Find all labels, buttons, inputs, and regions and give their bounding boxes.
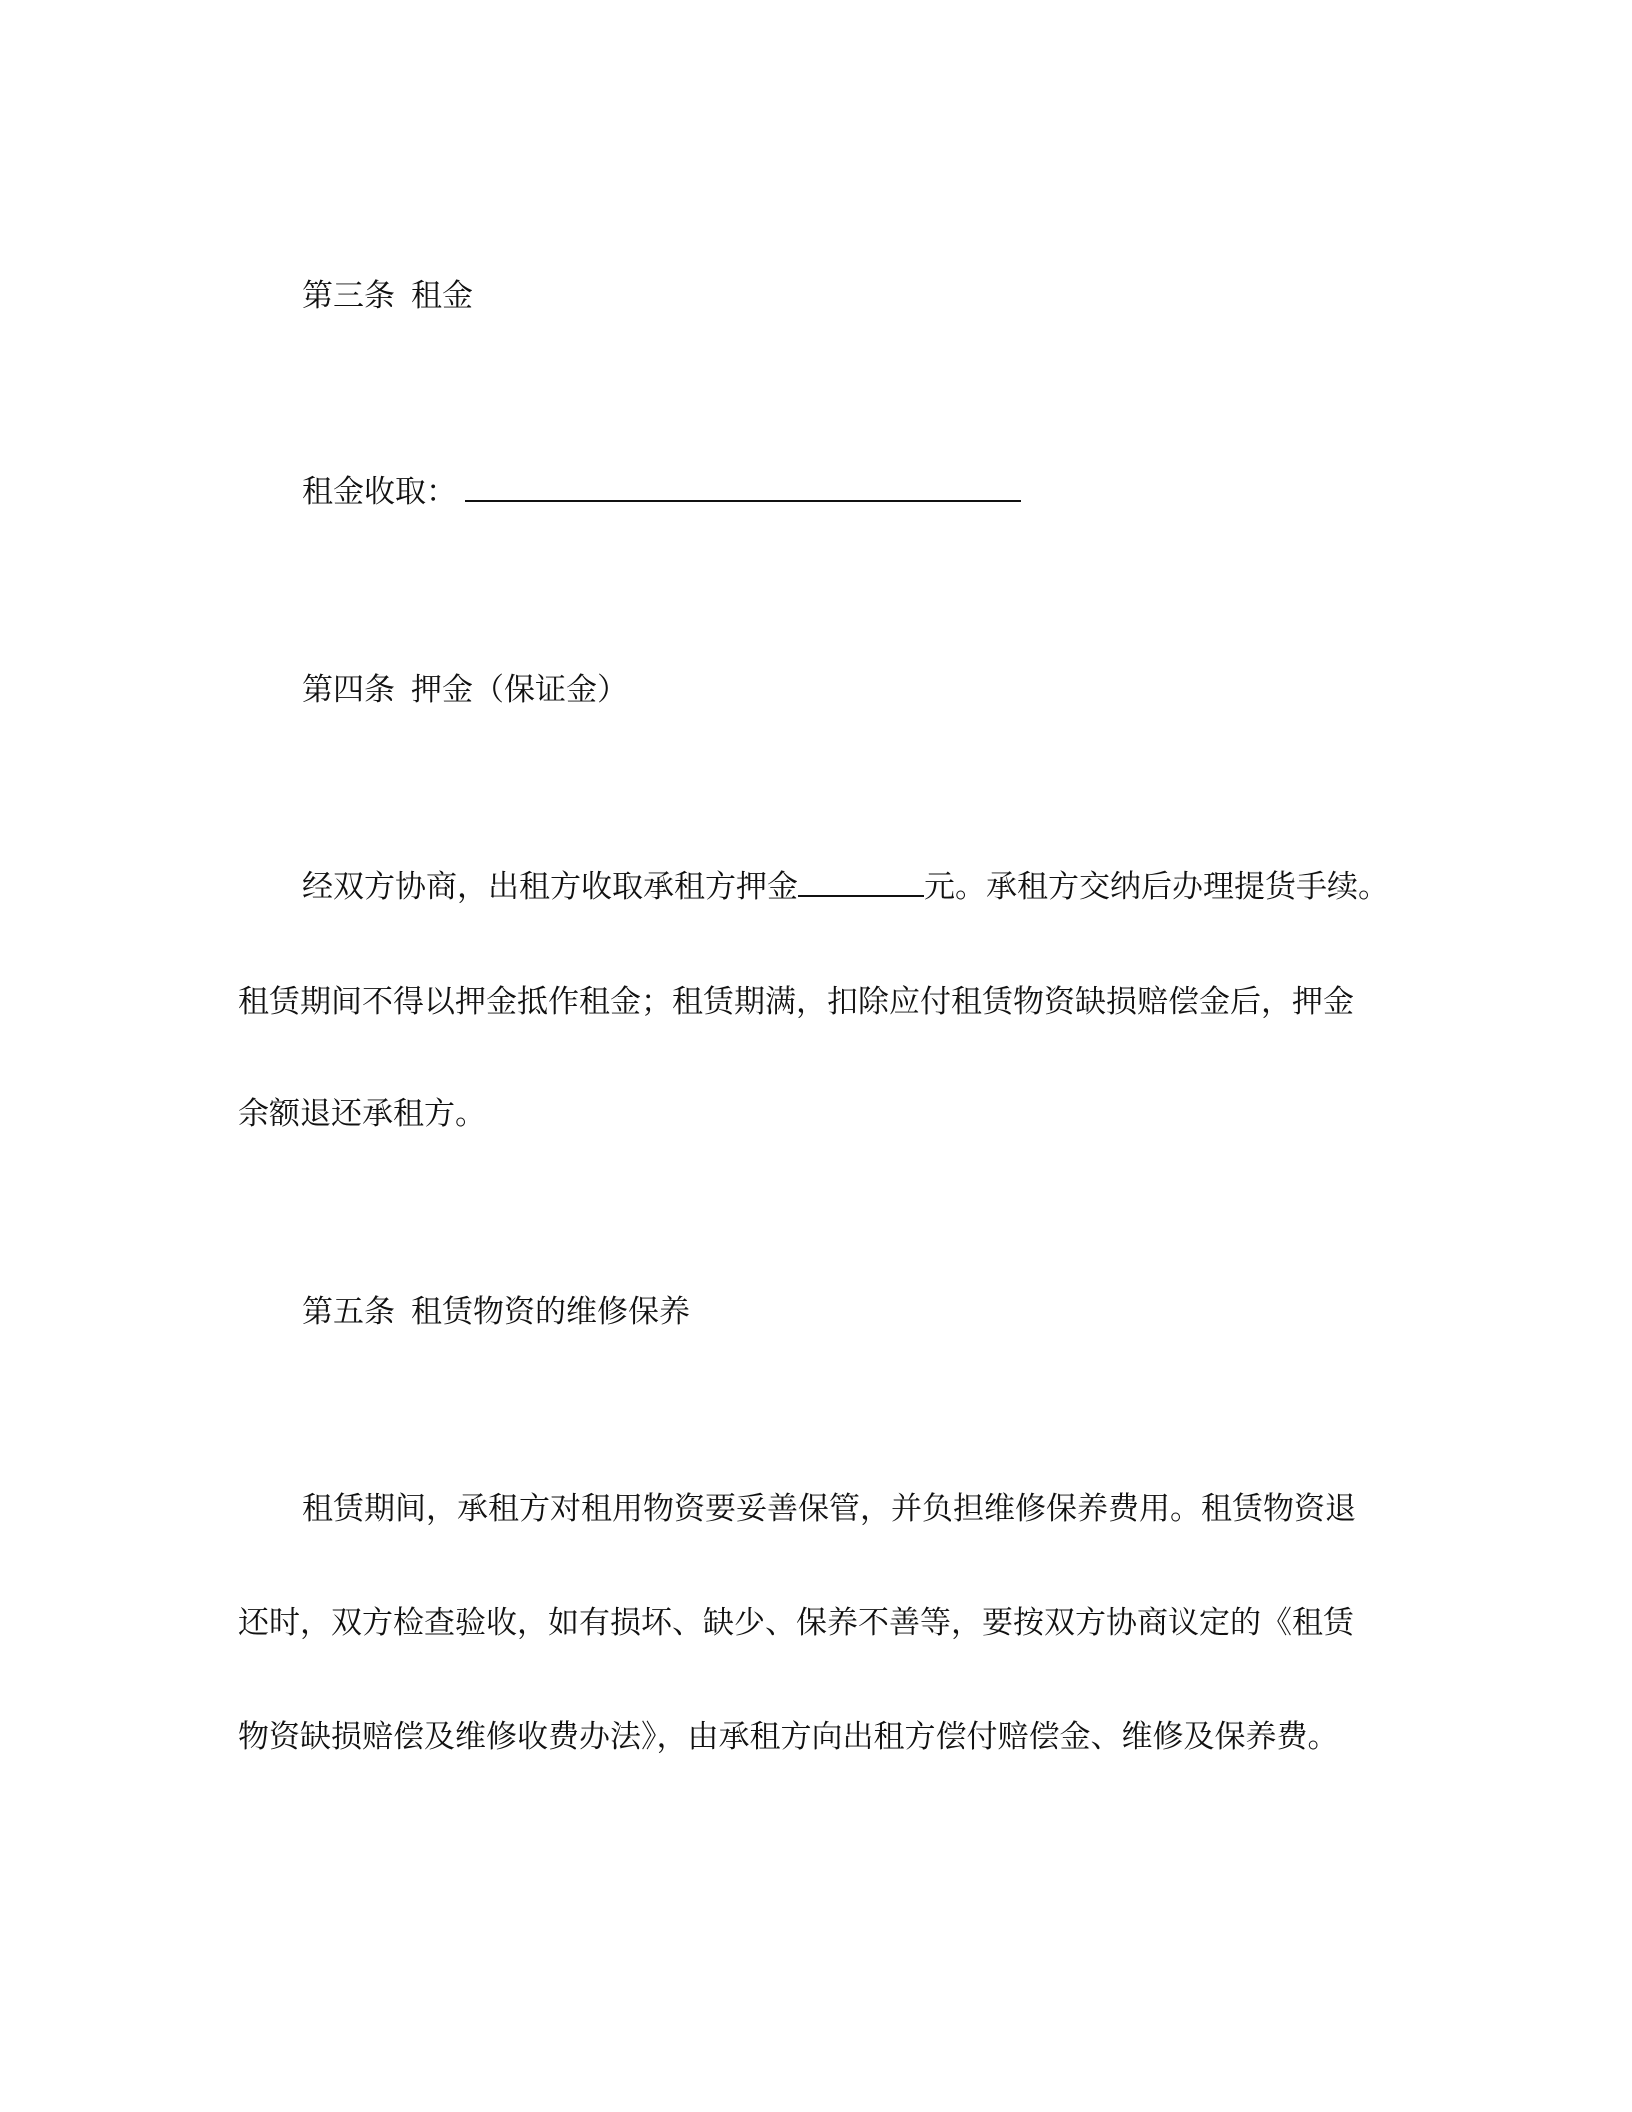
article-5-number: 第五条 xyxy=(302,1294,395,1330)
article-3-number: 第三条 xyxy=(302,278,395,314)
deposit-text-after: 元。承租方交纳后办理提货手续。 xyxy=(924,869,1389,905)
article-4-heading xyxy=(302,668,628,712)
maintenance-paragraph-line-1: 租赁期间，承租方对租用物资要妥善保管，并负担维修保养费用。租赁物资退 xyxy=(302,1491,1356,1527)
deposit-amount-blank xyxy=(798,865,924,897)
maintenance-paragraph-line-3: 物资缺损赔偿及维修收费办法》，由承租方向出租方偿付赔偿金、维修及保养费。 xyxy=(238,1719,1339,1755)
article-5-title: 租赁物资的维修保养 xyxy=(411,1294,690,1330)
deposit-paragraph-line-2: 租赁期间不得以押金抵作租金；租赁期满，扣除应付租赁物资缺损赔偿金后，押金 xyxy=(238,984,1354,1020)
article-4-title: 押金（保证金） xyxy=(411,672,628,708)
rent-collection-label: 租金收取： xyxy=(302,474,457,510)
deposit-paragraph-line-3: 余额退还承租方。 xyxy=(238,1096,486,1132)
rent-collection-blank xyxy=(465,470,1021,502)
article-4-number: 第四条 xyxy=(302,672,395,708)
deposit-paragraph-line-1 xyxy=(302,865,1389,909)
article-3-heading xyxy=(302,274,473,318)
deposit-text-before: 经双方协商，出租方收取承租方押金 xyxy=(302,869,798,905)
article-3-title: 租金 xyxy=(411,278,473,314)
maintenance-paragraph-line-2: 还时，双方检查验收，如有损坏、缺少、保养不善等，要按双方协商议定的《租赁 xyxy=(238,1605,1354,1641)
article-5-heading xyxy=(302,1290,690,1334)
rent-collection-line xyxy=(302,470,1021,514)
